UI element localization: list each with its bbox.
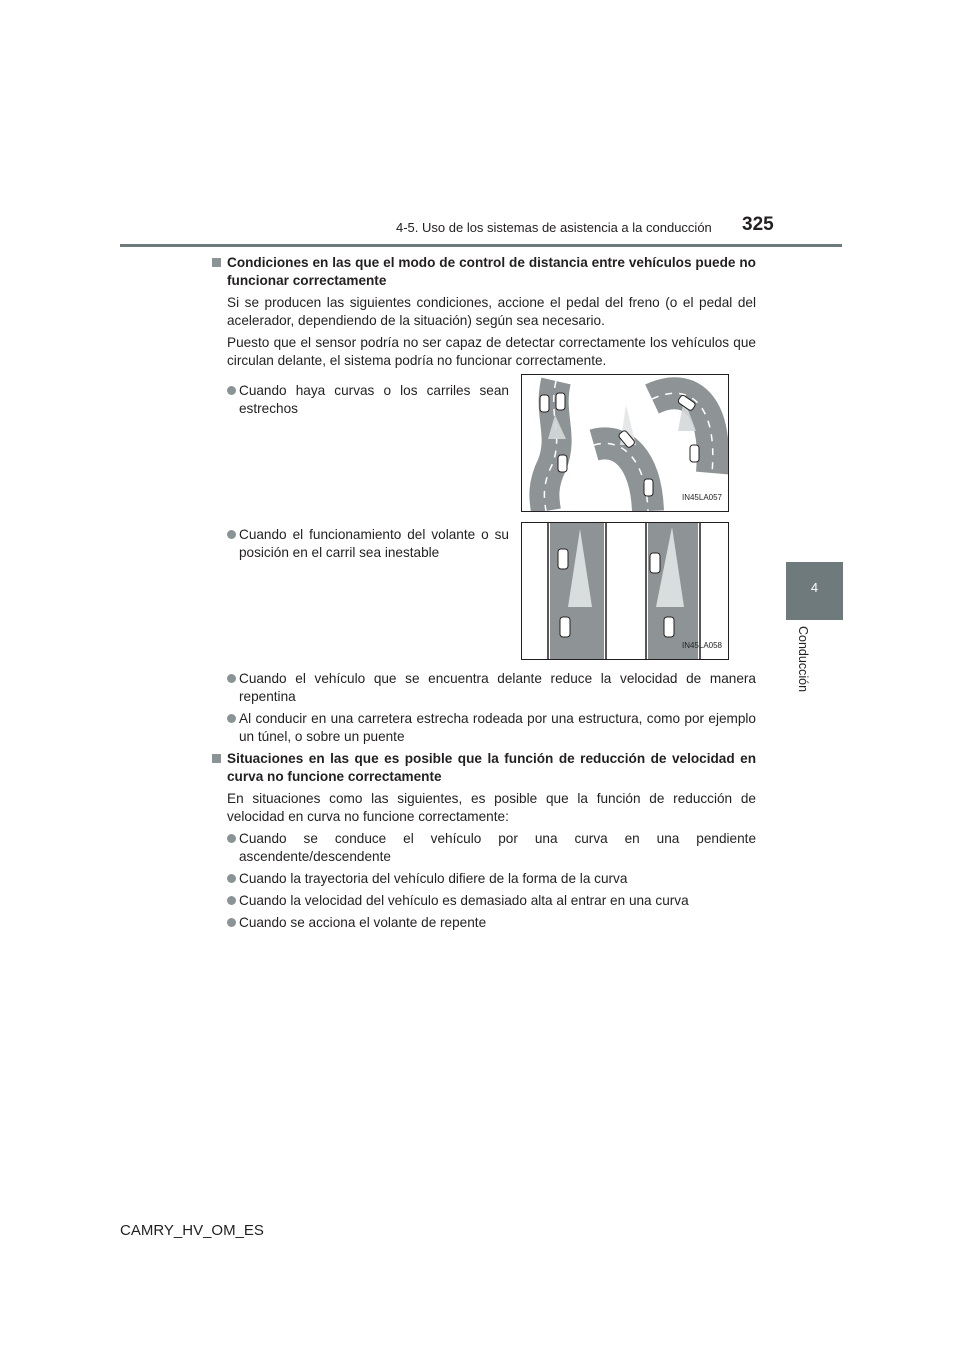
list-item xyxy=(211,382,509,418)
section-heading-2-text: Situaciones en las que es posible que la función de reducción de velocidad en curva no funcione correctamente xyxy=(227,751,756,784)
page-number: 325 xyxy=(742,214,774,235)
list-item xyxy=(211,892,756,910)
paragraph-2: Puesto que el sensor podría no ser capaz de detectar correctamente los vehículos que circulan delante, el sistema podría no funcionar correctamente. xyxy=(227,335,756,368)
round-bullet-icon xyxy=(227,530,236,539)
footer-model-code: CAMRY_HV_OM_ES xyxy=(120,1222,264,1239)
paragraph-3: En situaciones como las siguientes, es posible que la función de reducción de velocidad en curva no funcione correctamente: xyxy=(227,791,756,824)
main-content xyxy=(211,254,756,936)
chapter-label-text: Conducción xyxy=(796,626,810,693)
list-item-text: Cuando se conduce el vehículo por una curva en una pendiente ascendente/descendente xyxy=(239,831,756,864)
list-item-text: Cuando la trayectoria del vehículo difiere de la forma de la curva xyxy=(239,871,628,886)
list-item-text: Cuando el funcionamiento del volante o su posición en el carril sea inestable xyxy=(239,527,509,560)
figure-curves xyxy=(521,374,729,512)
list-item-text: Cuando la velocidad del vehículo es demasiado alta al entrar en una curva xyxy=(239,893,689,908)
list-item-text: Cuando haya curvas o los carriles sean estrechos xyxy=(239,383,509,416)
list-item xyxy=(211,830,756,866)
list-item-text: Al conducir en una carretera estrecha rodeada por una estructura, como por ejemplo un túnel, o sobre un puente xyxy=(239,711,756,744)
list-item xyxy=(211,670,756,706)
square-bullet-icon xyxy=(212,258,221,267)
header-section-title: 4-5. Uso de los sistemas de asistencia a la conducción xyxy=(396,220,712,235)
round-bullet-icon xyxy=(227,896,236,905)
round-bullet-icon xyxy=(227,874,236,883)
list-item xyxy=(211,710,756,746)
round-bullet-icon xyxy=(227,918,236,927)
round-bullet-icon xyxy=(227,674,236,683)
chapter-tab xyxy=(786,562,843,620)
figure-row-2 xyxy=(211,526,756,666)
section-heading-1-text: Condiciones en las que el modo de control de distancia entre vehículos puede no funcionar correctamente xyxy=(227,255,756,288)
list-item-text: Cuando el vehículo que se encuentra delante reduce la velocidad de manera repentina xyxy=(239,671,756,704)
chapter-label xyxy=(792,626,812,706)
round-bullet-icon xyxy=(227,386,236,395)
chapter-number: 4 xyxy=(810,580,819,595)
figure-row-1 xyxy=(211,382,756,526)
round-bullet-icon xyxy=(227,714,236,723)
square-bullet-icon xyxy=(212,754,221,763)
header-rule xyxy=(120,244,842,247)
figure-code: IN45LA057 xyxy=(681,493,722,502)
list-item xyxy=(211,914,756,932)
round-bullet-icon xyxy=(227,834,236,843)
paragraph-1: Si se producen las siguientes condiciones, accione el pedal del freno (o el pedal del acelerador, dependiendo de la situación) según sea necesario. xyxy=(227,295,756,328)
figure-unstable-steering xyxy=(521,522,729,660)
figure-code: IN45LA058 xyxy=(681,641,722,650)
section-heading-1 xyxy=(211,254,756,290)
list-item xyxy=(211,526,509,562)
list-item xyxy=(211,870,756,888)
list-item-text: Cuando se acciona el volante de repente xyxy=(239,915,487,930)
section-heading-2 xyxy=(211,750,756,786)
